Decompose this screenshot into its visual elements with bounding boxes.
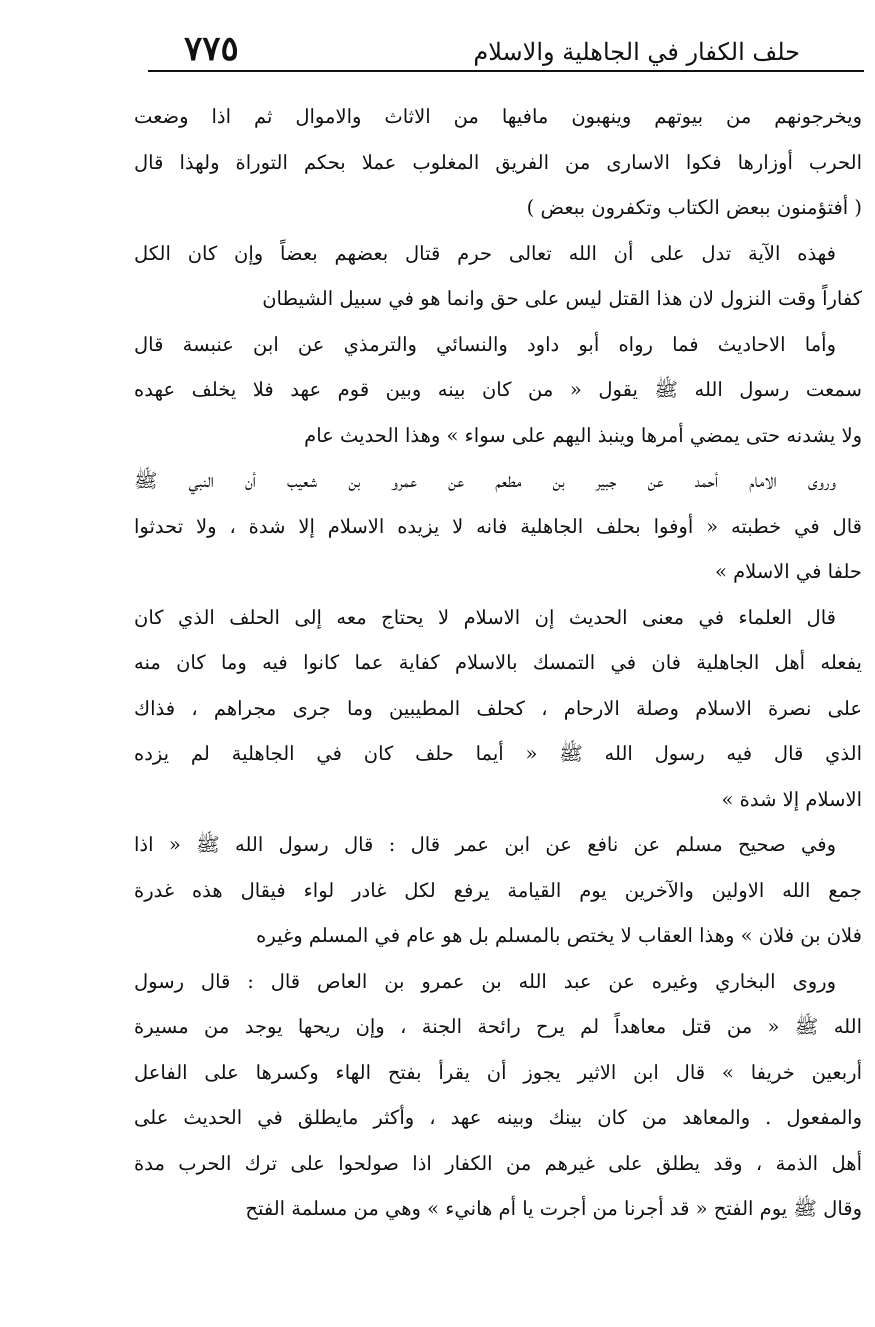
- paragraph: [134, 94, 862, 231]
- page-number: ٧٧٥: [184, 29, 239, 69]
- text-line: على نصرة الاسلام وصلة الارحام ، كحلف المطيبين وما جرى مجراهم ، فذاك: [134, 696, 862, 720]
- text-line: قال العلماء في معنى الحديث إن الاسلام لا يحتاج معه إلى الحلف الذي كان: [134, 605, 836, 629]
- text-line: قال في خطبته « أوفوا بحلف الجاهلية فانه لا يزيده الاسلام إلا شدة ، ولا تحدثوا: [134, 514, 862, 538]
- text-line: وروى البخاري وغيره عن عبد الله بن عمرو بن العاص قال : قال رسول: [134, 969, 836, 993]
- text-line: وقال ﷺ يوم الفتح « قد أجرنا من أجرت يا أم هانيء » وهي من مسلمة الفتح: [245, 1197, 862, 1220]
- text-line: والمفعول . والمعاهد من كان بينك وبينه عهد ، وأكثر مايطلق في الحديث على: [134, 1106, 862, 1129]
- text-line: حلفا في الاسلام »: [714, 560, 862, 583]
- text-line: الله ﷺ « من قتل معاهداً لم يرح رائحة الجنة ، وإن ريحها يوجد من مسيرة: [134, 1015, 862, 1038]
- text-line: يفعله أهل الجاهلية فان في التمسك بالاسلام كفاية عما كانوا فيه وما كان منه: [134, 651, 862, 674]
- text-line: ويخرجونهم من بيوتهم وينهبون مافيها من الاثاث والاموال ثم اذا وضعت: [134, 105, 862, 128]
- text-line: وروى الامام أحمد عن جبير بن مطعم عن عمرو بن شعيب أن النبي ﷺ: [134, 469, 836, 492]
- text-line: ولا يشدنه حتى يمضي أمرها وينبذ اليهم على سواء » وهذا الحديث عام: [304, 423, 862, 447]
- text-line: ( أفتؤمنون ببعض الكتاب وتكفرون ببعض ): [526, 196, 862, 219]
- header-rule: [148, 70, 864, 72]
- text-line: أربعين خريفا » قال ابن الاثير يجوز أن يقرأ بفتح الهاء وكسرها على الفاعل: [134, 1060, 862, 1084]
- text-line: سمعت رسول الله ﷺ يقول « من كان بينه وبين قوم عهد فلا يخلف عهده: [134, 378, 862, 401]
- text-line: وفي صحيح مسلم عن نافع عن ابن عمر قال : قال رسول الله ﷺ « اذا: [134, 833, 836, 856]
- paragraph: [134, 822, 862, 959]
- text-line: فلان بن فلان » وهذا العقاب لا يختص بالمسلم بل هو عام في المسلم وغيره: [256, 924, 862, 947]
- paragraph: [134, 458, 862, 595]
- text-line: الذي قال فيه رسول الله ﷺ « أيما حلف كان في الجاهلية لم يزده: [134, 742, 862, 765]
- paragraph: [134, 595, 862, 823]
- text-line: أهل الذمة ، وقد يطلق على غيرهم من الكفار اذا صولحوا على ترك الحرب مدة: [134, 1151, 862, 1175]
- paragraph: [134, 959, 862, 1232]
- text-line: الحرب أوزارها فكوا الاسارى من الفريق المغلوب عملا بحكم التوراة ولهذا قال: [134, 150, 862, 174]
- text-line: الاسلام إلا شدة »: [721, 787, 862, 811]
- page-header: [148, 30, 866, 72]
- body-text: [134, 94, 862, 1232]
- paragraph: [134, 322, 862, 459]
- paragraph: [134, 231, 862, 322]
- running-title: حلف الكفار في الجاهلية والاسلام: [473, 38, 800, 66]
- text-line: فهذه الآية تدل على أن الله تعالى حرم قتال بعضهم بعضاً وإن كان الكل: [134, 241, 836, 265]
- text-line: وأما الاحاديث فما رواه أبو داود والنسائي والترمذي عن ابن عنبسة قال: [134, 332, 836, 356]
- text-line: كفاراً وقت النزول لان هذا القتل ليس على حق وانما هو في سبيل الشيطان: [262, 287, 862, 310]
- text-line: جمع الله الاولين والآخرين يوم القيامة يرفع لكل غادر لواء فيقال هذه غدرة: [134, 878, 862, 902]
